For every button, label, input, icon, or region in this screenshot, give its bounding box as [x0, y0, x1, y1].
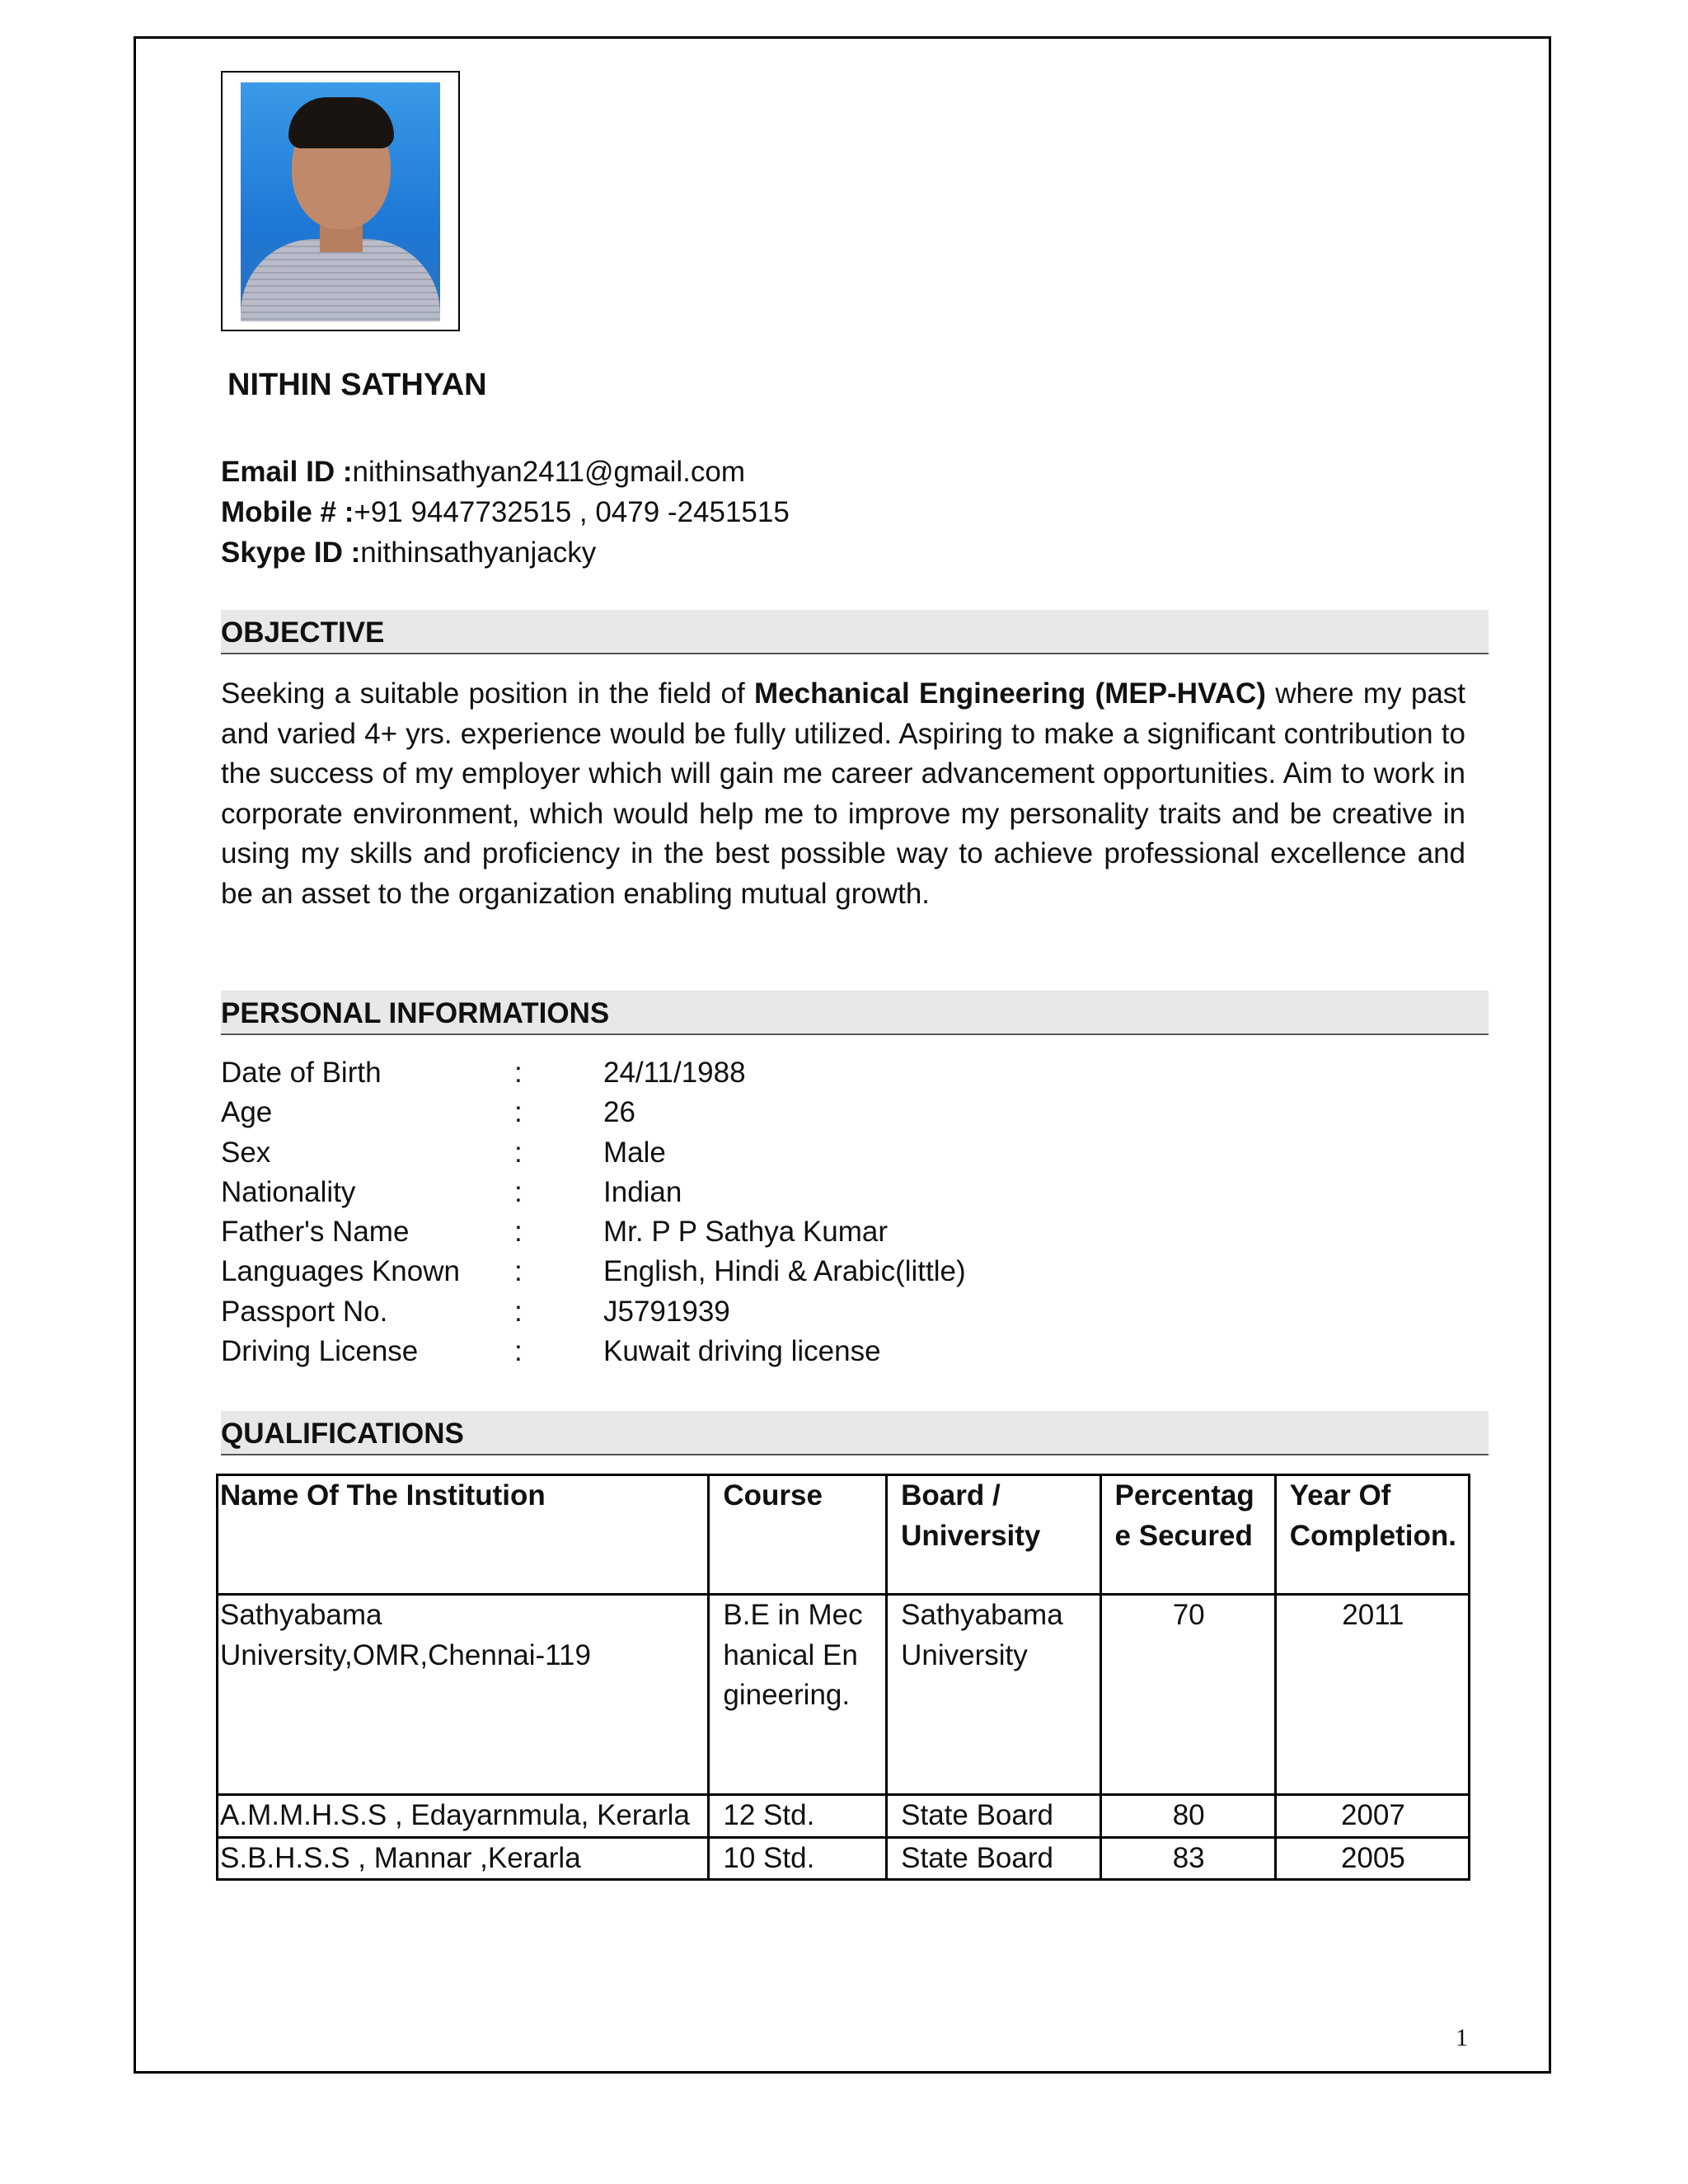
qualifications-table — [216, 1474, 1470, 1881]
contact-block — [221, 452, 790, 573]
personal-info-label: Father's Name — [221, 1216, 410, 1249]
column-header: Percentage Secured — [1100, 1475, 1275, 1595]
objective-text-part: Seeking a suitable position in the field of — [221, 677, 754, 710]
personal-info-separator: : — [514, 1057, 523, 1089]
mobile-row — [221, 492, 790, 532]
year-cell: 2011 — [1275, 1595, 1469, 1795]
objective-field-highlight: Mechanical Engineering (MEP-HVAC) — [754, 677, 1266, 710]
personal-info-label: Age — [221, 1096, 273, 1129]
personal-info-label: Sex — [221, 1136, 271, 1169]
personal-info-value: Male — [603, 1136, 666, 1169]
personal-info-value: 26 — [603, 1096, 635, 1129]
personal-info-label: Languages Known — [221, 1255, 460, 1288]
personal-info-value: Indian — [603, 1175, 682, 1208]
skype-row — [221, 532, 790, 573]
course-cell: B.E in Mechanical Engineering. — [709, 1595, 887, 1795]
course-cell: 12 Std. — [709, 1795, 887, 1838]
personal-info-row — [221, 1173, 1210, 1212]
personal-heading-bar — [221, 991, 1489, 1035]
personal-info-separator: : — [514, 1216, 523, 1249]
table-row — [218, 1795, 1470, 1838]
board-cell: State Board — [887, 1837, 1100, 1880]
personal-info-row — [221, 1332, 1210, 1371]
column-header: Year Of Completion. — [1275, 1475, 1469, 1595]
institution-cell: Sathyabama University,OMR,Chennai-119 — [218, 1595, 709, 1795]
email-value[interactable]: nithinsathyan2411@gmail.com — [352, 456, 746, 488]
personal-info-row — [221, 1093, 1210, 1132]
qualifications-heading-bar — [221, 1411, 1489, 1455]
personal-info-value: J5791939 — [603, 1295, 730, 1328]
personal-heading: PERSONAL INFORMATIONS — [221, 997, 610, 1029]
column-header: Course — [709, 1475, 887, 1595]
personal-info-row — [221, 1252, 1210, 1291]
personal-info-value: English, Hindi & Arabic(little) — [603, 1255, 966, 1288]
profile-photo — [241, 82, 440, 321]
objective-text — [221, 674, 1465, 914]
percentage-cell: 80 — [1100, 1795, 1275, 1838]
objective-heading: OBJECTIVE — [221, 616, 385, 649]
table-row — [218, 1595, 1470, 1795]
qualifications-heading: QUALIFICATIONS — [221, 1418, 464, 1450]
mobile-value: +91 9447732515 , 0479 -2451515 — [354, 496, 790, 528]
personal-info-separator: : — [514, 1335, 523, 1368]
email-row — [221, 452, 790, 492]
column-header: Board / University — [887, 1475, 1100, 1595]
personal-info-separator: : — [514, 1096, 523, 1129]
personal-info-value: Kuwait driving license — [603, 1335, 881, 1368]
year-cell: 2007 — [1275, 1795, 1469, 1838]
personal-info-separator: : — [514, 1295, 523, 1328]
percentage-cell: 83 — [1100, 1837, 1275, 1880]
skype-label: Skype ID : — [221, 537, 361, 569]
personal-info-label: Passport No. — [221, 1295, 388, 1328]
personal-info-label: Date of Birth — [221, 1057, 382, 1089]
column-header: Name Of The Institution — [218, 1475, 709, 1595]
board-cell: Sathyabama University — [887, 1595, 1100, 1795]
personal-info-row — [221, 1292, 1210, 1332]
table-row — [218, 1837, 1470, 1880]
personal-info-label: Driving License — [221, 1335, 419, 1368]
objective-heading-bar — [221, 610, 1489, 654]
profile-photo-frame — [221, 71, 460, 331]
personal-info-separator: : — [514, 1255, 523, 1288]
personal-info-label: Nationality — [221, 1175, 356, 1208]
personal-info-row — [221, 1053, 1210, 1093]
board-cell: State Board — [887, 1795, 1100, 1838]
personal-info-row — [221, 1133, 1210, 1173]
course-cell: 10 Std. — [709, 1837, 887, 1880]
year-cell: 2005 — [1275, 1837, 1469, 1880]
table-header-row — [218, 1475, 1470, 1595]
personal-info-row — [221, 1212, 1210, 1252]
personal-info-value: Mr. P P Sathya Kumar — [603, 1216, 888, 1249]
objective-text-part: where my past and varied 4+ yrs. experience would be fully utilized. Aspiring to make a significant contribution to the success of my employer which will gain me career advancement opportunities. Aim to work in corporate environment, which would help me to improve my personality traits and be creative in using my skills and proficiency in the best possible way to achieve professional excellence and be an asset to the organization enabling mutual growth. — [221, 677, 1466, 910]
personal-info-list — [221, 1053, 1210, 1371]
personal-info-separator: : — [514, 1136, 523, 1169]
percentage-cell: 70 — [1100, 1595, 1275, 1795]
page-number: 1 — [1456, 2024, 1468, 2051]
candidate-name: NITHIN SATHYAN — [227, 368, 487, 402]
institution-cell: A.M.M.H.S.S , Edayarnmula, Kerarla — [218, 1795, 709, 1838]
institution-cell: S.B.H.S.S , Mannar ,Kerarla — [218, 1837, 709, 1880]
personal-info-value: 24/11/1988 — [603, 1057, 746, 1089]
personal-info-separator: : — [514, 1175, 523, 1208]
skype-value: nithinsathyanjacky — [360, 537, 597, 569]
email-label: Email ID : — [221, 456, 353, 488]
mobile-label: Mobile # : — [221, 496, 354, 528]
